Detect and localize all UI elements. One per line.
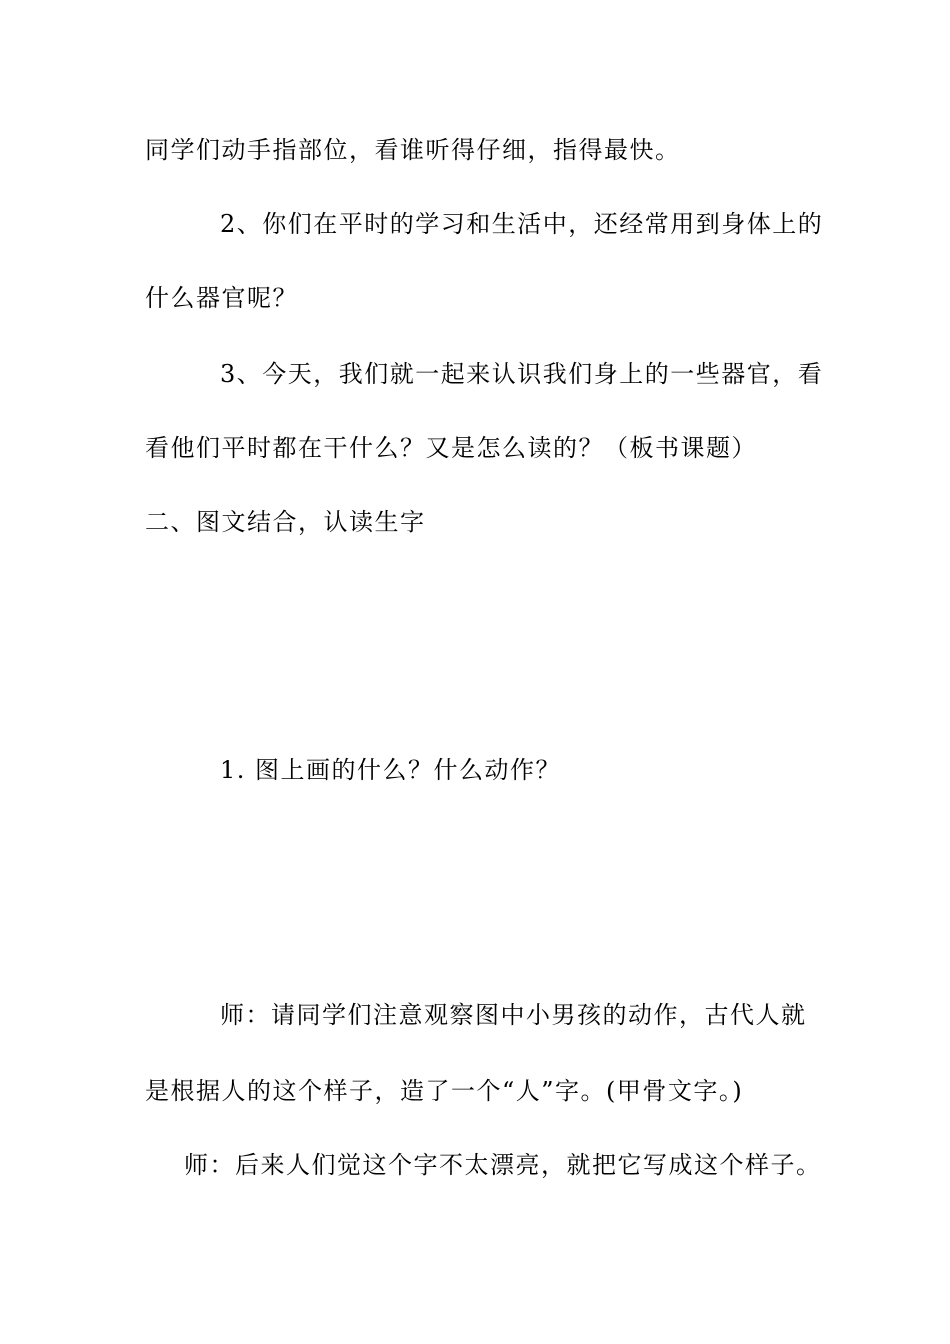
- section-heading: 二、图文结合，认读生字: [145, 508, 426, 536]
- teacher-line-2: 是根据人的这个样子，造了一个“人”字。(甲骨文字。): [145, 1077, 744, 1105]
- text-line-5: 看他们平时都在干什么？又是怎么读的？（板书课题）: [145, 434, 757, 462]
- question-1: 1. 图上画的什么？什么动作？: [220, 756, 562, 784]
- teacher-line-3: 师：后来人们觉这个字不太漂亮，就把它写成这个样子。: [184, 1151, 822, 1179]
- text-line-3: 什么器官呢？: [145, 284, 298, 312]
- text-line-2: 2、你们在平时的学习和生活中，还经常用到身体上的: [220, 210, 824, 238]
- text-line-1: 同学们动手指部位，看谁听得仔细，指得最快。: [145, 136, 681, 164]
- text-line-4: 3、今天，我们就一起来认识我们身上的一些器官，看: [220, 360, 824, 388]
- teacher-line-1: 师：请同学们注意观察图中小男孩的动作，古代人就: [220, 1001, 807, 1029]
